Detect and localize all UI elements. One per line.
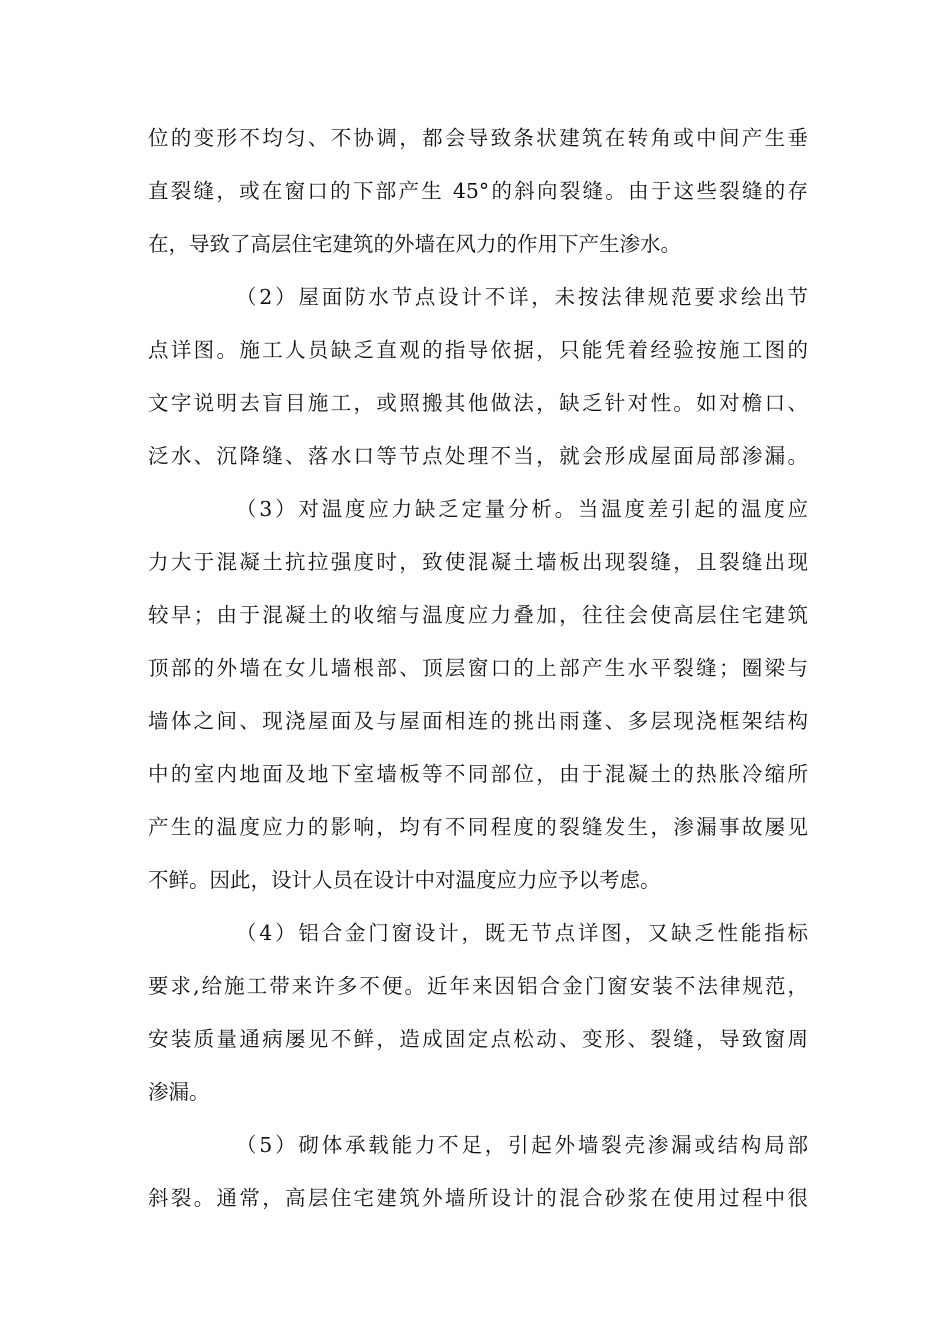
text-line-2: 直裂缝，或在窗口的下部产生 45°的斜向裂缝。由于这些裂缝的存 xyxy=(148,179,808,203)
paragraph-3-first-line: （3）对温度应力缺乏定量分析。当温度差引起的温度应 xyxy=(236,497,808,521)
text-line-12: 墙体之间、现浇屋面及与屋面相连的挑出雨蓬、多层现浇框架结构 xyxy=(148,709,808,733)
text-line-18: 安装质量通病屡见不鲜，造成固定点松动、变形、裂缝，导致窗周 xyxy=(148,1027,808,1051)
text-line-10: 较早；由于混凝土的收缩与温度应力叠加，往往会使高层住宅建筑 xyxy=(148,603,808,627)
paragraph-4-first-line: （4）铝合金门窗设计，既无节点详图，又缺乏性能指标 xyxy=(236,921,808,945)
text-line-14: 产生的温度应力的影响，均有不同程度的裂缝发生，渗漏事故屡见 xyxy=(148,815,808,839)
text-line-5: 点详图。施工人员缺乏直观的指导依据，只能凭着经验按施工图的 xyxy=(148,338,808,362)
text-line-15: 不鲜。因此，设计人员在设计中对温度应力应予以考虑。 xyxy=(148,868,661,892)
text-line-9: 力大于混凝土抗拉强度时，致使混凝土墙板出现裂缝，且裂缝出现 xyxy=(148,550,808,574)
text-line-6: 文字说明去盲目施工，或照搬其他做法，缺乏针对性。如对檐口、 xyxy=(148,391,808,415)
text-line-21: 斜裂。通常，高层住宅建筑外墙所设计的混合砂浆在使用过程中很 xyxy=(148,1186,808,1210)
text-line-13: 中的室内地面及地下室墙板等不同部位，由于混凝土的热胀冷缩所 xyxy=(148,762,808,786)
text-line-7: 泛水、沉降缝、落水口等节点处理不当，就会形成屋面局部渗漏。 xyxy=(148,444,808,468)
paragraph-5-first-line: （5）砌体承载能力不足，引起外墙裂壳渗漏或结构局部 xyxy=(236,1133,808,1157)
text-line-11: 顶部的外墙在女儿墙根部、顶层窗口的上部产生水平裂缝；圈梁与 xyxy=(148,656,808,680)
text-line-3: 在，导致了高层住宅建筑的外墙在风力的作用下产生渗水。 xyxy=(148,232,681,256)
text-line-1: 位的变形不均匀、不协调，都会导致条状建筑在转角或中间产生垂 xyxy=(148,126,808,150)
text-line-17: 要求,给施工带来许多不便。近年来因铝合金门窗安装不法律规范， xyxy=(148,974,808,998)
text-line-19: 渗漏。 xyxy=(148,1080,210,1104)
paragraph-2-first-line: （2）屋面防水节点设计不详，未按法律规范要求绘出节 xyxy=(236,285,808,309)
